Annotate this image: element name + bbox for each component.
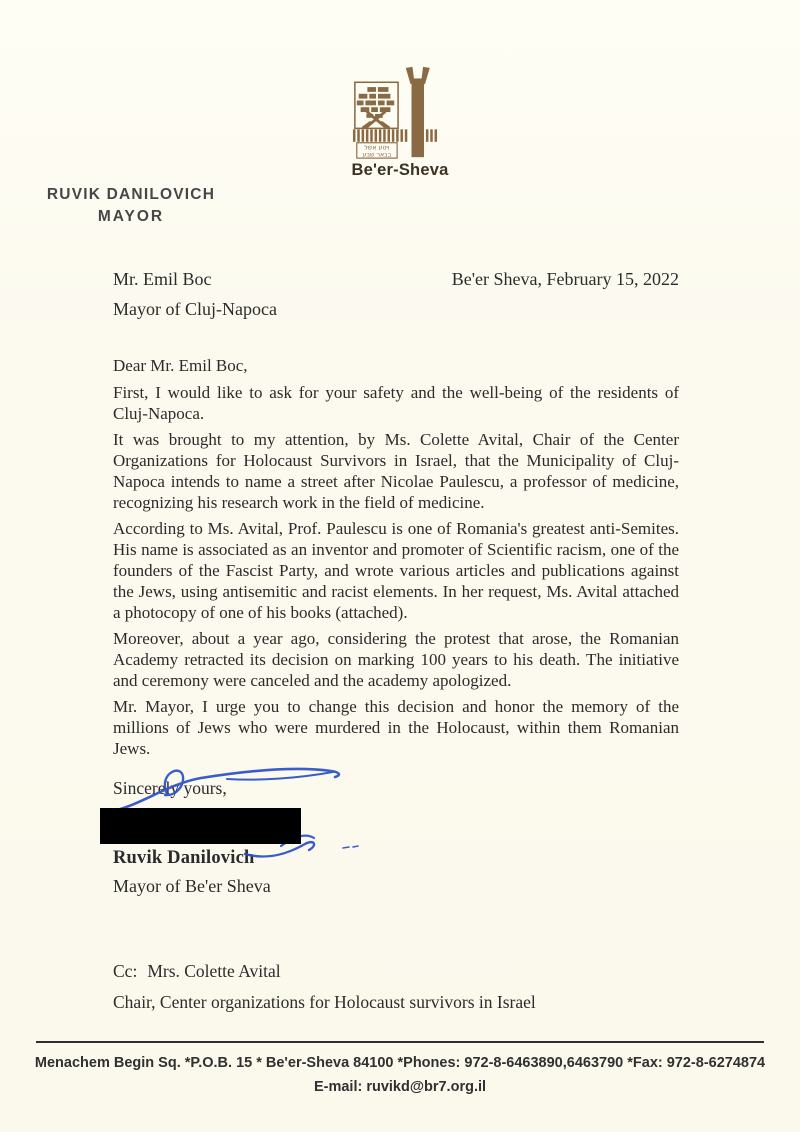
redaction-box xyxy=(100,808,301,844)
footer-address: Menachem Begin Sq. *P.O.B. 15 * Be'er-Sheva 84100 *Phones: 972-8-6463890,6463790 *Fax: 972-8-6274874 xyxy=(34,1055,766,1071)
footer-block xyxy=(0,1051,800,1099)
footer-email: E-mail: ruvikd@br7.org.il xyxy=(313,1079,487,1095)
address-date-row xyxy=(113,264,679,294)
cc-line1 xyxy=(113,956,536,987)
footer-divider xyxy=(36,1041,764,1043)
paragraph-3: According to Ms. Avital, Prof. Paulescu is one of Romania's greatest anti-Semites. His name is associated as an inventor and promoter of Scientific racism, one of the founders of the Fascist Party, and wrote various articles and publications against the Jews, using antisemitic and racist elements. In her request, Ms. Avital attached a photocopy of one of his books (attached). xyxy=(113,519,679,622)
valediction: Sincerely yours, xyxy=(113,778,227,798)
signer-title: Mayor of Be'er Sheva xyxy=(113,876,271,896)
recipient-title: Mayor of Cluj-Napoca xyxy=(113,299,277,319)
tower-icon xyxy=(406,67,430,157)
cc-block xyxy=(113,956,536,1018)
paragraphs xyxy=(113,382,679,759)
city-name-label: Be'er-Sheva xyxy=(351,161,449,179)
signer-name: Ruvik Danilovich xyxy=(113,848,255,868)
official-title: MAYOR xyxy=(97,208,165,225)
paragraph-5: Mr. Mayor, I urge you to change this decision and honor the memory of the millions of Jews who were murdered in the Holocaust, within them Romanian Jews. xyxy=(113,697,679,758)
letter-body xyxy=(113,264,679,764)
official-block xyxy=(38,186,224,226)
paragraph-4: Moreover, about a year ago, considering the protest that arose, the Romanian Academy retracted its decision on marking 100 years to his death. The initiative and ceremony were canceled and the academy apologized. xyxy=(113,629,679,690)
official-name: RUVIK DANILOVICH xyxy=(46,186,216,203)
letterhead-logo-block xyxy=(330,66,470,180)
emblem-hebrew-line2: בבאר שבע xyxy=(362,151,392,159)
dateline: Be'er Sheva, February 15, 2022 xyxy=(451,269,679,289)
cc-label: Cc: xyxy=(113,961,138,981)
paragraph-1: First, I would like to ask for your safety and the well-being of the residents of Cluj-Napoca. xyxy=(113,383,679,423)
salutation: Dear Mr. Emil Boc, xyxy=(113,356,248,375)
paragraph-2: It was brought to my attention, by Ms. Colette Avital, Chair of the Center Organizations for Holocaust Survivors in Israel, that the Municipality of Cluj-Napoca intends to name a street after Nicolae Paulescu, a professor of medicine, recognizing his research work in the field of medicine. xyxy=(113,430,679,512)
emblem-stripes xyxy=(353,129,437,141)
tamarisk-tree-icon xyxy=(355,82,398,128)
emblem-hebrew-text xyxy=(357,143,397,159)
recipient-name: Mr. Emil Boc xyxy=(113,269,212,289)
cc-line2: Chair, Center organizations for Holocaust survivors in Israel xyxy=(113,992,536,1012)
municipal-emblem-icon xyxy=(352,66,448,160)
cc-name: Mrs. Colette Avital xyxy=(147,961,281,981)
emblem-hebrew-line1: ויטע אשל xyxy=(364,144,390,152)
